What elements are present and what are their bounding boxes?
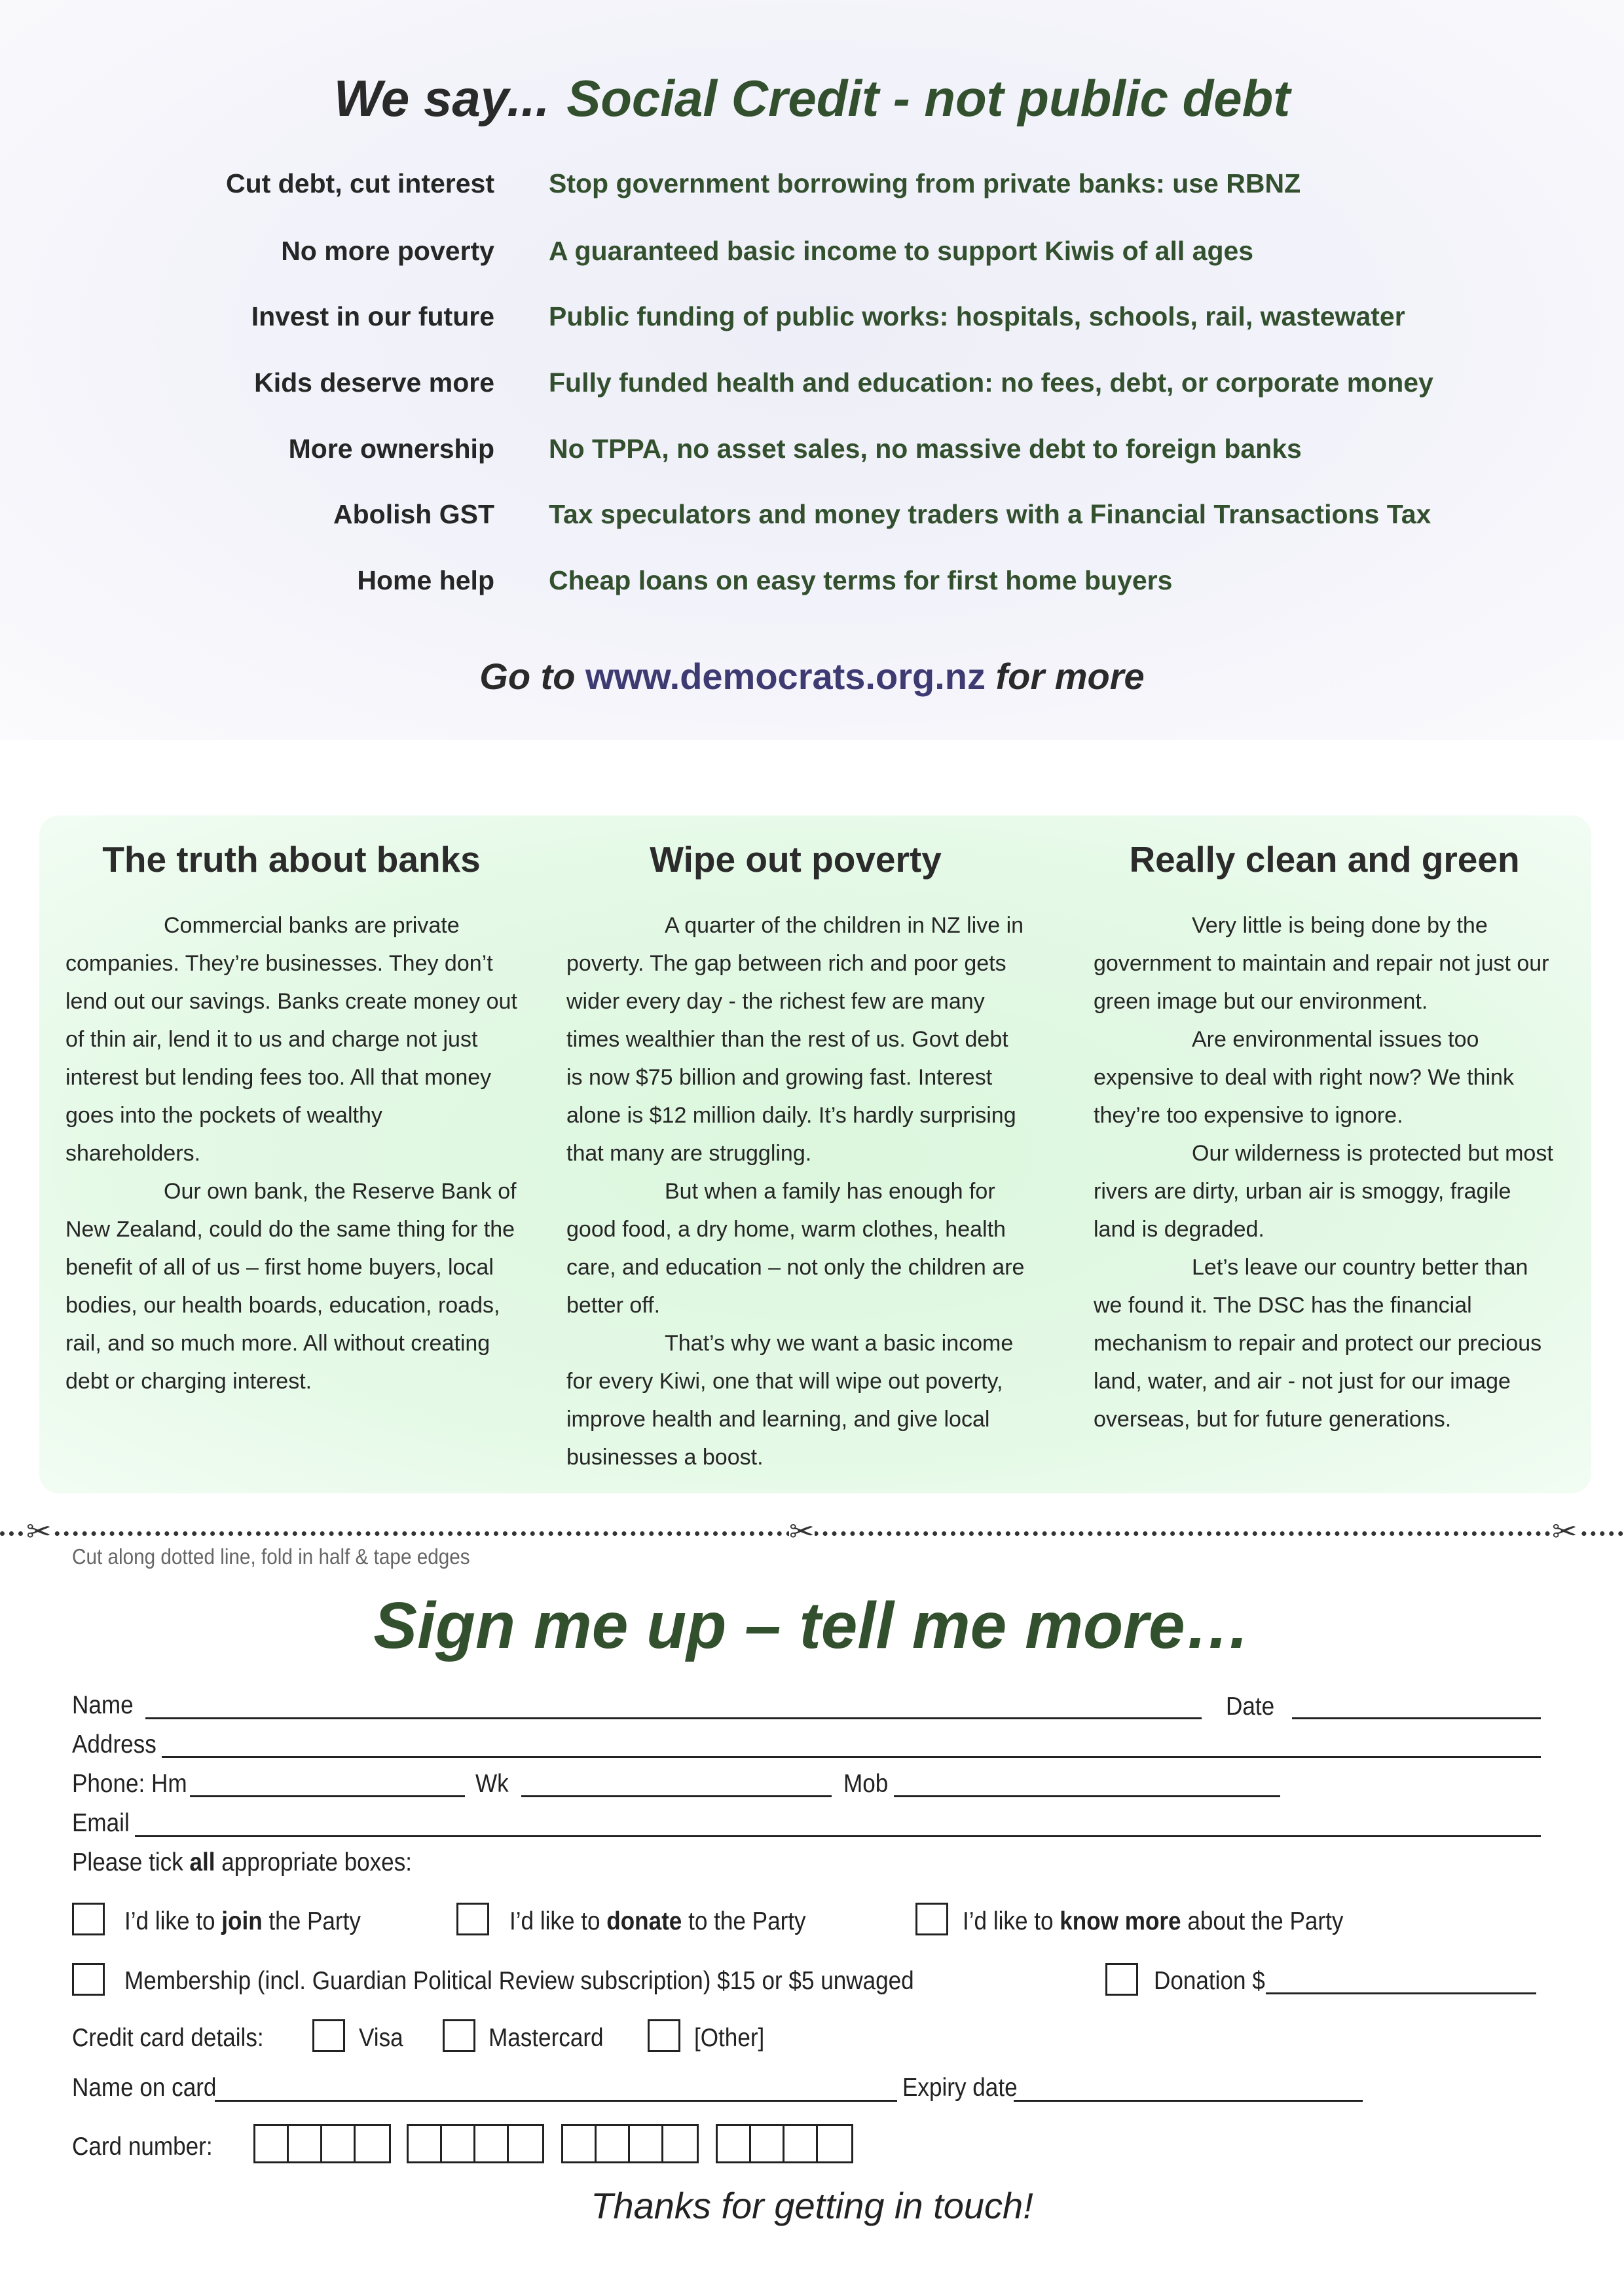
card-number-group[interactable] — [561, 2124, 699, 2163]
policy-row — [0, 367, 1624, 407]
donate-label — [509, 1907, 806, 1936]
column-paragraph: Our own bank, the Reserve Bank of New Zealand, could do the same thing for the benefit of all of us – first home buyers, local bodies, our health boards, education, roads, rail, and so much more. All without creating debt or charging interest. — [65, 1179, 517, 1394]
name-on-card-field[interactable] — [215, 2100, 897, 2102]
card-digit-box[interactable] — [322, 2126, 356, 2161]
phone-wk-label: Wk — [475, 1770, 509, 1798]
other-card-checkbox[interactable] — [648, 2019, 680, 2052]
card-digit-box[interactable] — [356, 2126, 389, 2161]
donate-post: to the Party — [682, 1907, 806, 1935]
card-digit-box[interactable] — [818, 2126, 851, 2161]
card-digit-box[interactable] — [718, 2126, 751, 2161]
policy-detail: Tax speculators and money traders with a Financial Transactions Tax — [549, 499, 1431, 529]
card-digit-box[interactable] — [563, 2126, 597, 2161]
card-digit-box[interactable] — [255, 2126, 289, 2161]
column-paragraph: Let’s leave our country better than we found it. The DSC has the financial mechanism to repair and protect our precious land, water, and air - not just for our image overseas, but for future generations. — [1094, 1255, 1542, 1432]
phone-hm-label: Phone: Hm — [72, 1770, 187, 1798]
join-post: the Party — [262, 1907, 361, 1935]
email-label: Email — [72, 1809, 130, 1837]
cut-instruction: Cut along dotted line, fold in half & tape edges — [72, 1544, 470, 1569]
card-number-label: Card number: — [72, 2133, 213, 2161]
policy-label: Kids deserve more — [254, 367, 494, 398]
policy-row — [0, 168, 1624, 208]
column-paragraph: But when a family has enough for good food, a dry home, warm clothes, health care, and education – not only the children are better off. — [566, 1179, 1025, 1318]
policy-label: Home help — [357, 565, 494, 595]
donate-emphasis: donate — [606, 1907, 682, 1935]
join-emphasis: join — [221, 1907, 263, 1935]
website-line — [0, 655, 1624, 698]
other-card-label: [Other] — [694, 2024, 765, 2052]
goto-suffix: for more — [995, 656, 1145, 697]
name-label: Name — [72, 1691, 134, 1719]
column-paragraph: Are environmental issues too expensive to deal with right now? We think they’re too expensive to ignore. — [1094, 1027, 1514, 1128]
tick-prefix: Please tick — [72, 1848, 190, 1876]
goto-prefix: Go to — [479, 656, 576, 697]
know-post: about the Party — [1181, 1907, 1344, 1935]
policy-label: Invest in our future — [251, 301, 494, 331]
card-digit-box[interactable] — [509, 2126, 542, 2161]
card-digit-box[interactable] — [630, 2126, 663, 2161]
scissors-icon: ✂ — [26, 1514, 52, 1548]
green-column — [1094, 838, 1555, 1438]
headline — [0, 69, 1624, 128]
know-pre: I’d like to — [963, 1907, 1060, 1935]
poverty-column — [566, 838, 1025, 1476]
scissors-icon: ✂ — [1552, 1514, 1578, 1548]
expiry-label: Expiry date — [902, 2074, 1018, 2102]
form-title: Sign me up – tell me more… — [373, 1589, 1251, 1662]
visa-label: Visa — [359, 2024, 403, 2052]
we-say-heading: We say... — [333, 69, 550, 127]
website-link[interactable]: www.democrats.org.nz — [585, 656, 986, 697]
donation-label: Donation $ — [1154, 1967, 1265, 1995]
card-digit-box[interactable] — [442, 2126, 475, 2161]
tick-instruction — [72, 1848, 412, 1877]
credit-card-label: Credit card details: — [72, 2024, 264, 2052]
card-digit-box[interactable] — [289, 2126, 322, 2161]
column-paragraph: Commercial banks are private companies. They’re businesses. They don’t lend out our savings. Banks create money out of thin air, lend it to us and charge not just interest but lending fees too. All that money goes into the pockets of wealthy shareholders. — [65, 913, 517, 1166]
policy-detail: Cheap loans on easy terms for first home buyers — [549, 565, 1173, 595]
policy-row — [0, 434, 1624, 473]
tick-suffix: appropriate boxes: — [215, 1848, 413, 1876]
slogan-heading: Social Credit - not public debt — [566, 69, 1291, 127]
policy-row — [0, 565, 1624, 605]
address-field[interactable] — [162, 1756, 1541, 1758]
policy-row — [0, 301, 1624, 341]
card-number-group[interactable] — [253, 2124, 391, 2163]
column-title: The truth about banks — [102, 839, 481, 880]
membership-checkbox[interactable] — [72, 1963, 105, 1996]
address-label: Address — [72, 1730, 157, 1759]
name-on-card-label: Name on card — [72, 2074, 217, 2102]
expiry-field[interactable] — [1014, 2100, 1363, 2102]
card-digit-box[interactable] — [663, 2126, 697, 2161]
name-field[interactable] — [145, 1717, 1202, 1719]
policy-detail: A guaranteed basic income to support Kiwis of all ages — [549, 236, 1254, 266]
card-digit-box[interactable] — [784, 2126, 818, 2161]
thanks-message: Thanks for getting in touch! — [591, 2185, 1033, 2226]
card-digit-box[interactable] — [597, 2126, 630, 2161]
column-paragraph: Our wilderness is protected but most rivers are dirty, urban air is smoggy, fragile land is degraded. — [1094, 1141, 1553, 1242]
policy-label: Cut debt, cut interest — [225, 168, 494, 198]
join-label — [124, 1907, 361, 1936]
membership-label: Membership (incl. Guardian Political Review subscription) $15 or $5 unwaged — [124, 1967, 914, 1995]
card-digit-box[interactable] — [409, 2126, 442, 2161]
policy-detail: Stop government borrowing from private banks: use RBNZ — [549, 168, 1301, 198]
phone-mob-field[interactable] — [894, 1795, 1280, 1797]
column-title: Really clean and green — [1129, 839, 1520, 880]
policy-row — [0, 236, 1624, 275]
card-digit-box[interactable] — [751, 2126, 784, 2161]
phone-hm-field[interactable] — [190, 1795, 465, 1797]
policy-detail: Public funding of public works: hospitals, schools, rail, wastewater — [549, 301, 1405, 331]
donate-pre: I’d like to — [509, 1907, 607, 1935]
banks-column — [65, 838, 517, 1400]
know-emphasis: know more — [1060, 1907, 1181, 1935]
email-field[interactable] — [135, 1835, 1541, 1837]
policy-label: Abolish GST — [333, 499, 494, 529]
policy-detail: No TPPA, no asset sales, no massive debt to foreign banks — [549, 434, 1302, 464]
phone-mob-label: Mob — [843, 1770, 889, 1798]
column-title: Wipe out poverty — [650, 839, 942, 880]
column-paragraph: That’s why we want a basic income for every Kiwi, one that will wipe out poverty, improve health and learning, and give local businesses a boost. — [566, 1331, 1014, 1470]
mastercard-checkbox[interactable] — [443, 2019, 475, 2052]
tick-emphasis: all — [189, 1848, 215, 1876]
policy-label: More ownership — [288, 434, 494, 464]
join-pre: I’d like to — [124, 1907, 222, 1935]
card-number-group[interactable] — [407, 2124, 544, 2163]
policy-detail: Fully funded health and education: no fees, debt, or corporate money — [549, 367, 1433, 398]
column-paragraph: A quarter of the children in NZ live in poverty. The gap between rich and poor gets wider every day - the richest few are many times wealthier than the rest of us. Govt debt is now $75 billion and growing fast. Interest alone is $12 million daily. It’s hardly surprising that many are struggling. — [566, 913, 1024, 1166]
date-field[interactable] — [1292, 1717, 1541, 1719]
know-more-label — [963, 1907, 1343, 1936]
donate-checkbox[interactable] — [456, 1903, 489, 1935]
join-checkbox[interactable] — [72, 1903, 105, 1935]
mastercard-label: Mastercard — [489, 2024, 604, 2052]
visa-checkbox[interactable] — [312, 2019, 345, 2052]
policy-row — [0, 499, 1624, 538]
policy-label: No more poverty — [281, 236, 494, 266]
donation-amount-field[interactable] — [1266, 1992, 1536, 1994]
date-label: Date — [1226, 1692, 1275, 1721]
phone-wk-field[interactable] — [521, 1795, 832, 1797]
card-digit-box[interactable] — [475, 2126, 509, 2161]
donation-checkbox[interactable] — [1105, 1963, 1138, 1996]
know-more-checkbox[interactable] — [915, 1903, 948, 1935]
scissors-icon: ✂ — [789, 1514, 815, 1548]
column-paragraph: Very little is being done by the government to maintain and repair not just our green image but our environment. — [1094, 913, 1549, 1014]
card-number-group[interactable] — [716, 2124, 853, 2163]
